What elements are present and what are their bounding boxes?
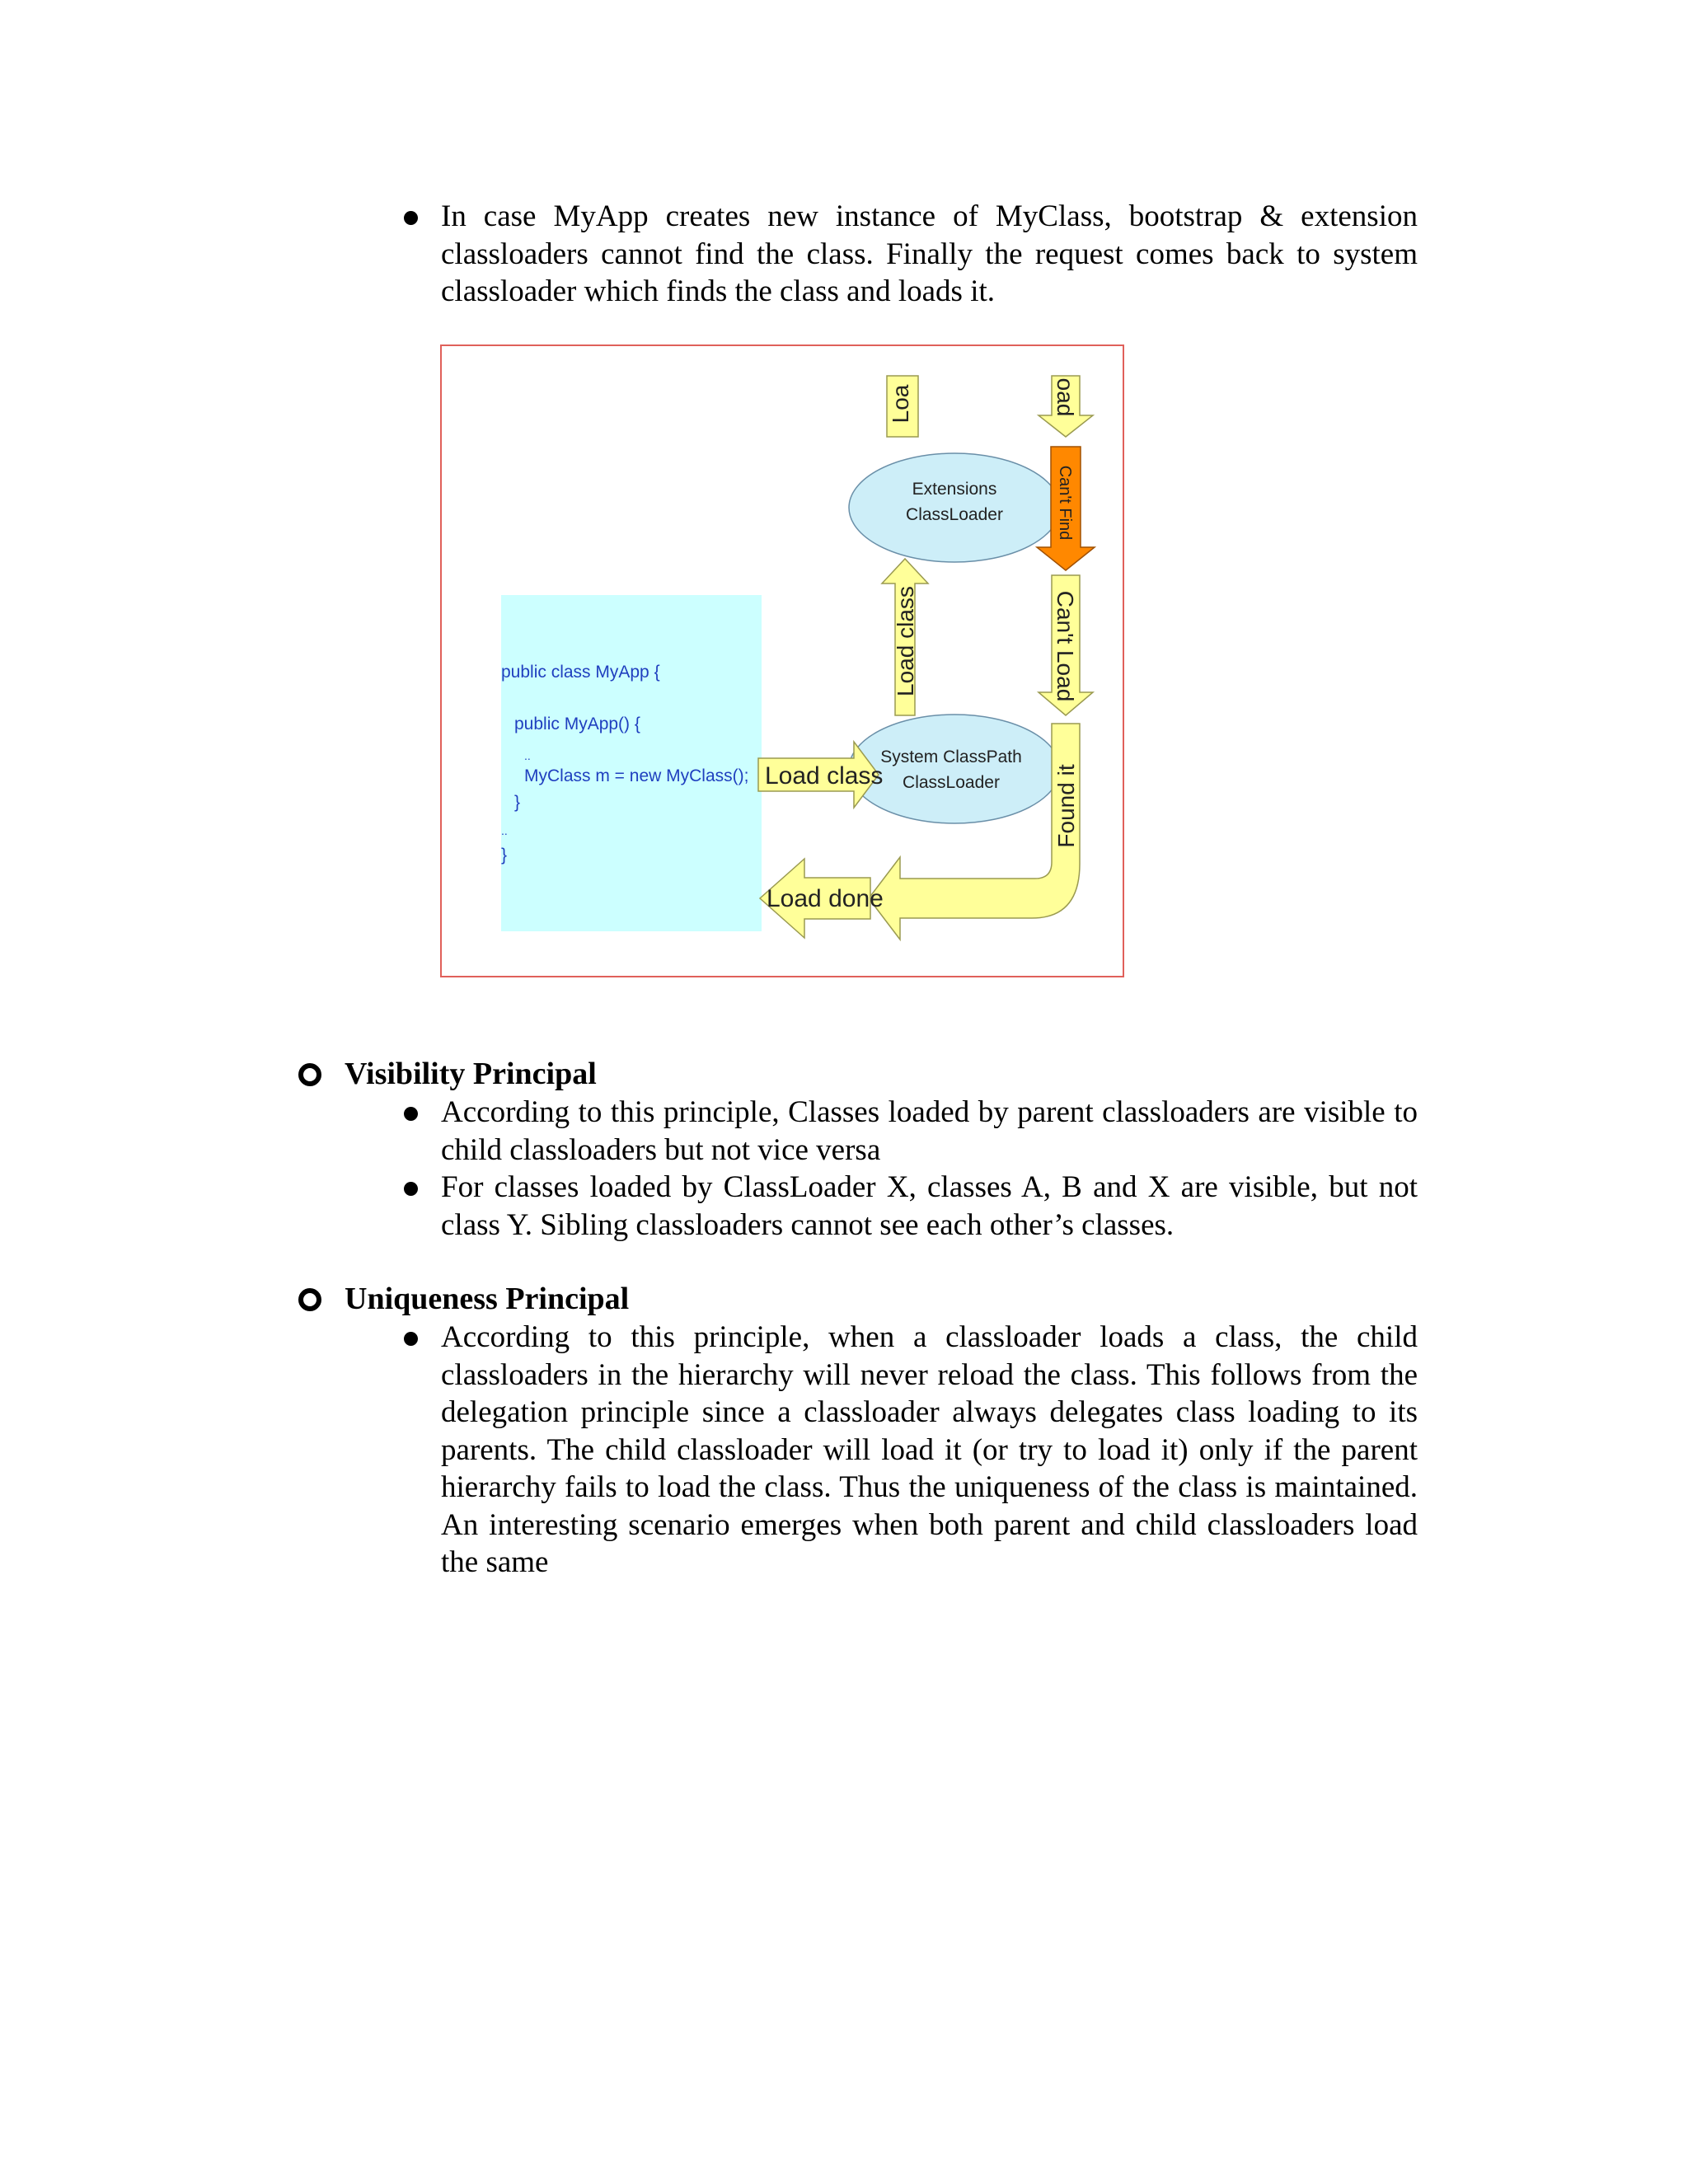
cant-load-label: Can't Load [1053,590,1078,702]
extensions-label-line: Extensions [912,480,997,499]
bullet-dot [404,211,418,225]
code-line: public MyApp() { [514,715,640,733]
bullet-text: According to this principle, when a classloader loads a class, the child classloaders in the hierarchy will never reload the class. This follows from the delegation principle since a classloader always delegates class loading to its parents. The child classloader will load it (or try to load it) only if the parent hierarchy fails to load the class. Thus the uniqueness of the class is maintained. An interesting scenario emerges when both parent and child classloaders load the same [441,1320,1418,1579]
system-label-line: ClassLoader [903,773,1000,792]
bullet-dot [404,1332,418,1346]
classloader-diagram [440,344,1124,977]
section-title: Uniqueness Principal [345,1282,630,1316]
bullet-text: According to this principle, Classes loaded by parent classloaders are visible to child classloaders but not vice versa [441,1095,1418,1167]
code-line: } [514,793,521,812]
load-done-label: Load done [767,885,884,912]
bullet-dot [404,1107,418,1121]
classloader-diagram-svg [442,346,1123,976]
code-line: public class MyApp { [501,663,660,682]
extensions-label-line: ClassLoader [906,505,1003,524]
system-label-line: System ClassPath [880,748,1022,766]
bullet-text: For classes loaded by ClassLoader X, classes A, B and X are visible, but not class Y. Sibling classloaders cannot see each other’s classes. [441,1170,1418,1242]
bullet-dot [404,1182,418,1196]
top-right-arrow-label: oad [1053,377,1078,417]
section-ring-bullet [298,1063,321,1086]
section-ring-bullet [298,1288,321,1311]
load-class-up-label: Load class [893,586,918,696]
code-box [501,595,762,931]
code-line: } [501,846,508,865]
code-line: .. [524,749,531,762]
intro-bullet-text: In case MyApp creates new instance of MyClass, bootstrap & extension classloaders cannot find the class. Finally the request comes back to system classloader which finds the class and loads it. [441,199,1418,308]
top-left-arrow-label: Loa [888,384,913,424]
code-line: MyClass m = new MyClass(); [524,766,749,785]
section-title: Visibility Principal [345,1057,597,1091]
code-line: .. [501,824,508,837]
found-it-label: Found it [1053,764,1079,848]
load-class-in-label: Load class [765,762,884,790]
cant-find-label: Can't Find [1056,465,1074,541]
